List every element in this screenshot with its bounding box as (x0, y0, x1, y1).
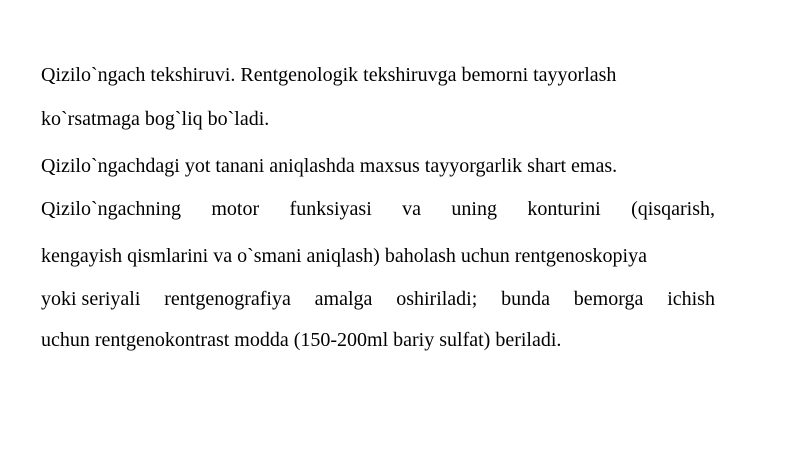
word: oshiriladi; (396, 288, 478, 310)
word: amalga (314, 288, 373, 310)
paragraph-3-line-3 (41, 287, 715, 311)
word: uning (451, 198, 497, 220)
word: (qisqarish, (631, 198, 715, 220)
word: motor (211, 198, 260, 220)
word: konturini (527, 198, 601, 220)
paragraph-3-line-2: kengayish qismlarini va o`smani aniqlash) baholash uchun rentgenoskopiya (41, 245, 647, 267)
word: bemorga (573, 288, 644, 310)
word: ichish (667, 288, 715, 310)
word: Qizilo`ngachning (41, 198, 181, 220)
word: va (402, 198, 422, 220)
paragraph-3-line-4: uchun rentgenokontrast modda (150-200ml bariy sulfat) beriladi. (41, 329, 562, 351)
paragraph-2-line-1: Qizilo`ngachdagi yot tanani aniqlashda maxsus tayyorgarlik shart emas. (41, 155, 618, 177)
word: rentgenografiya (164, 288, 291, 310)
word: funksiyasi (289, 198, 372, 220)
word: yoki seriyali (41, 288, 141, 310)
paragraph-3-line-1 (41, 197, 715, 221)
paragraph-1-line-2: ko`rsatmaga bog`liq bo`ladi. (41, 108, 270, 130)
paragraph-1-line-1: Qizilo`ngach tekshiruvi. Rentgenologik tekshiruvga bemorni tayyorlash (41, 64, 617, 86)
word: bunda (501, 288, 550, 310)
